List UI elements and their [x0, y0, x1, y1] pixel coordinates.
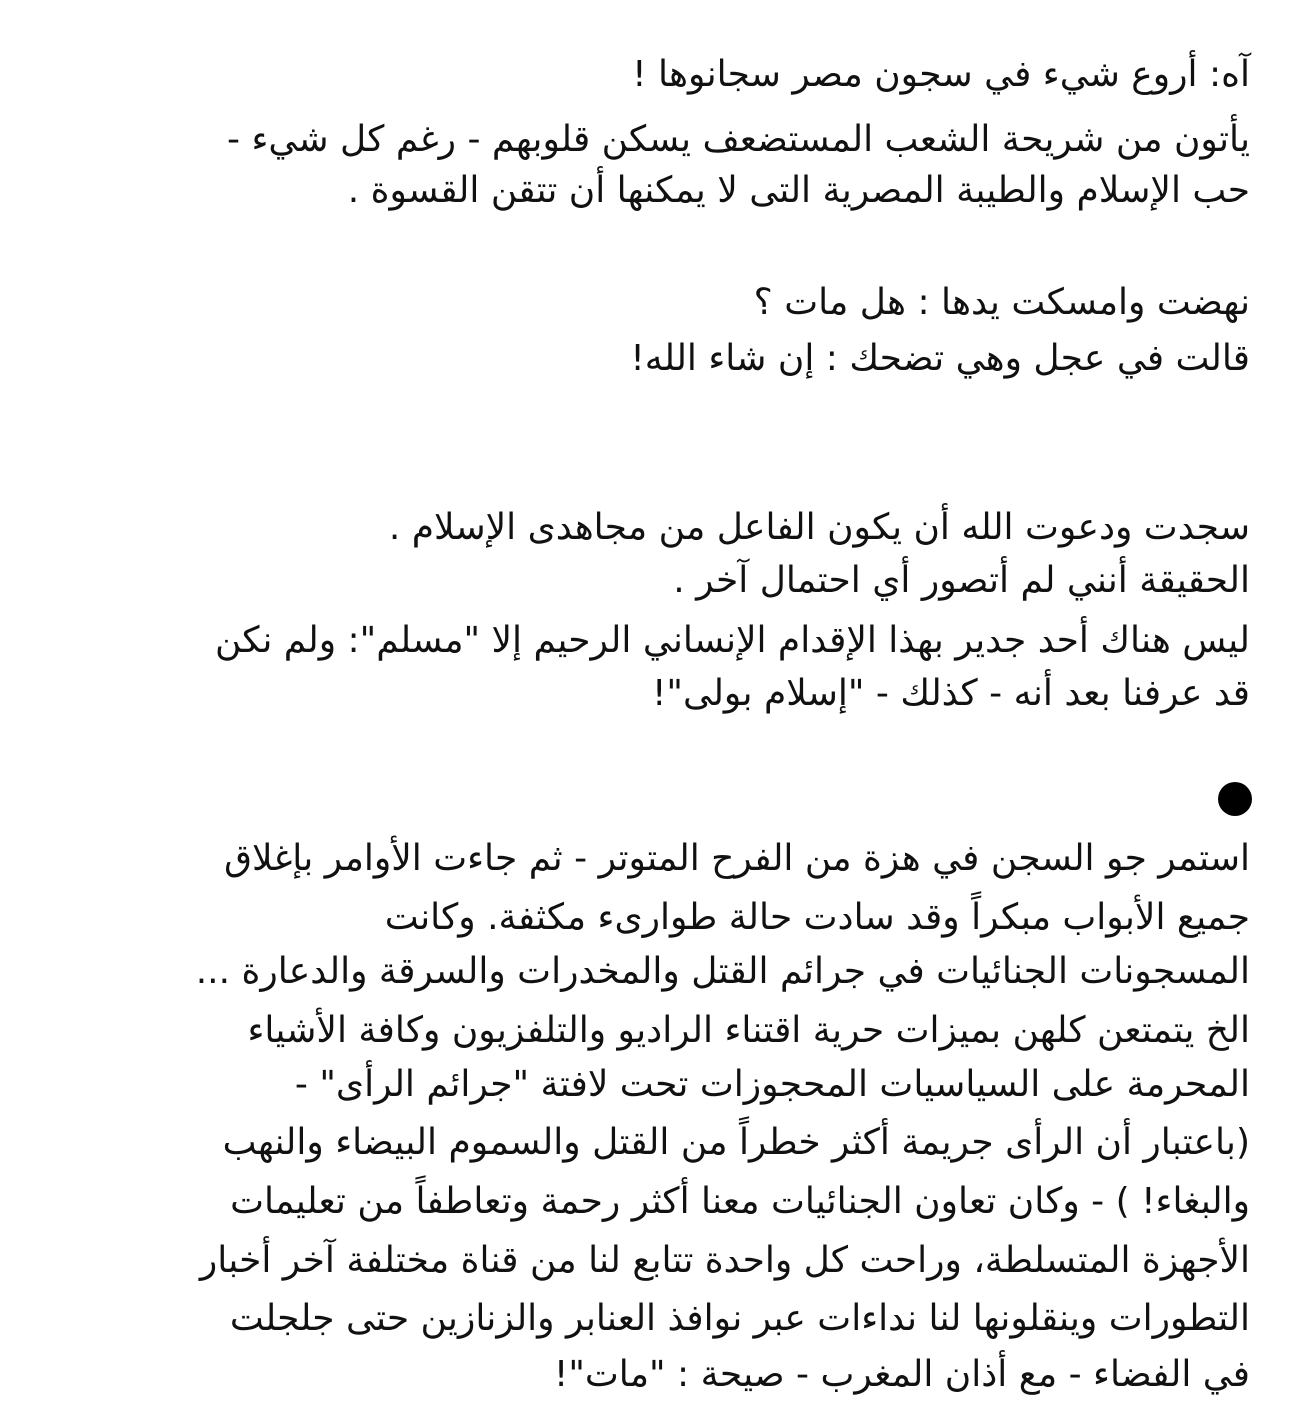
text-line: قالت في عجل وهي تضحك : إن شاء الله!: [630, 338, 1250, 379]
text-line: ليس هناك أحد جدير بهذا الإقدام الإنساني الرحيم إلا "مسلم": ولم نكن: [215, 620, 1250, 661]
text-line: الأجهزة المتسلطة، وراحت كل واحدة تتابع لنا من قناة مختلفة آخر أخبار: [199, 1240, 1250, 1281]
text-line: قد عرفنا بعد أنه - كذلك - "إسلام بولى"!: [651, 673, 1250, 714]
text-line: التطورات وينقلونها لنا نداءات عبر نوافذ العنابر والزنازين حتى جلجلت: [229, 1298, 1250, 1339]
text-line: والبغاء! ) - وكان تعاون الجنائيات معنا أكثر رحمة وتعاطفاً من تعليمات: [230, 1181, 1250, 1222]
text-line: المسجونات الجنائيات في جرائم القتل والمخدرات والسرقة والدعارة ...: [195, 951, 1250, 992]
bullet-icon: [1218, 782, 1252, 816]
text-line: استمر جو السجن في هزة من الفرح المتوتر - ثم جاءت الأوامر بإغلاق: [224, 838, 1250, 879]
text-line: (باعتبار أن الرأى جريمة أكثر خطراً من القتل والسموم البيضاء والنهب: [222, 1122, 1250, 1163]
text-line: المحرمة على السياسيات المحجوزات تحت لافتة "جرائم الرأى" -: [294, 1064, 1250, 1105]
text-line: الخ يتمتعن كلهن بميزات حرية اقتناء الراديو والتلفزيون وكافة الأشياء: [247, 1010, 1250, 1051]
text-line: يأتون من شريحة الشعب المستضعف يسكن قلوبهم - رغم كل شيء -: [227, 119, 1250, 160]
text-line: في الفضاء - مع أذان المغرب - صيحة : "مات"!: [553, 1354, 1250, 1395]
text-line: الحقيقة أنني لم أتصور أي احتمال آخر .: [673, 560, 1250, 601]
text-line: آه: أروع شيء في سجون مصر سجانوها !: [632, 54, 1250, 95]
text-line: حب الإسلام والطيبة المصرية التى لا يمكنها أن تتقن القسوة .: [347, 170, 1250, 211]
text-line: سجدت ودعوت الله أن يكون الفاعل من مجاهدى الإسلام .: [388, 507, 1250, 548]
text-line: جميع الأبواب مبكراً وقد سادت حالة طوارىء مكثفة. وكانت: [384, 897, 1250, 938]
text-line: نهضت وامسكت يدها : هل مات ؟: [753, 282, 1250, 323]
